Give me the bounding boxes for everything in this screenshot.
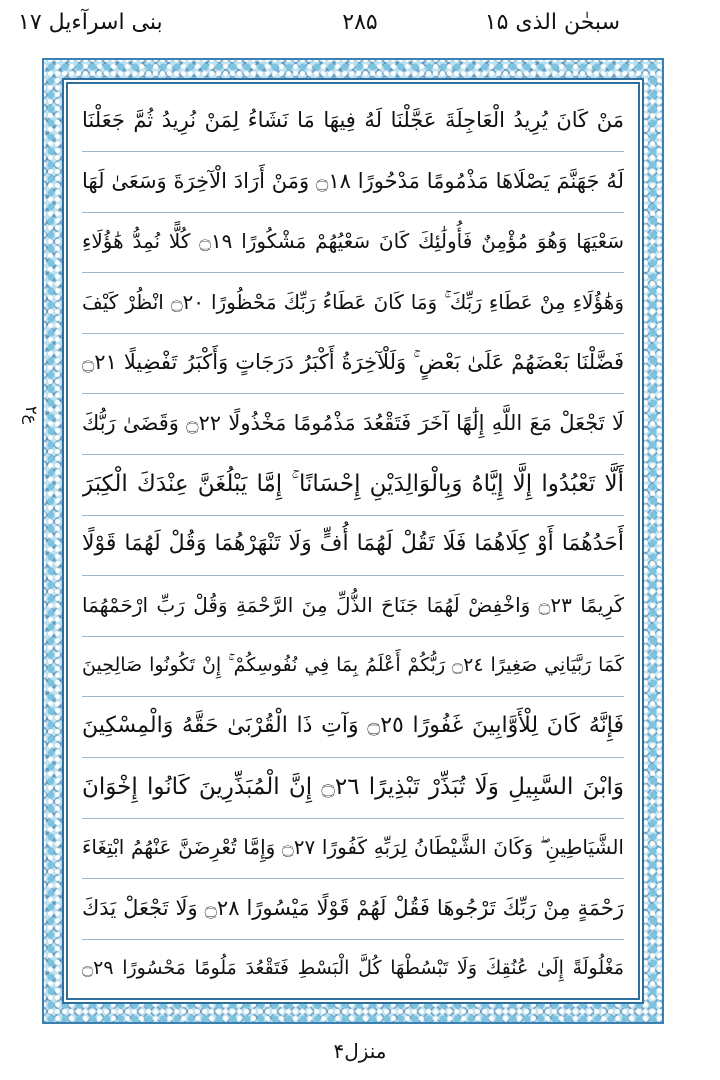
verse-line: أَحَدُهُمَا أَوْ كِلَاهُمَا فَلَا تَقُلْ لَهُمَا أُفٍّ وَلَا تَنْهَرْهُمَا وَقُلْ لَهُمَا قَوْلًا [82, 516, 624, 576]
verse-line: أَلَّا تَعْبُدُوا إِلَّا إِيَّاهُ وَبِالْوَالِدَيْنِ إِحْسَانًا ۚ إِمَّا يَبْلُغَنَّ عِنْدَكَ الْكِبَرَ [82, 456, 624, 516]
verse-line: كَرِيمًا ۝٢٣ وَاخْفِضْ لَهُمَا جَنَاحَ الذُّلِّ مِنَ الرَّحْمَةِ وَقُلْ رَبِّ ارْحَمْهُمَا [82, 577, 624, 637]
verse-line: لَا تَجْعَلْ مَعَ اللَّهِ إِلَٰهًا آخَرَ فَتَقْعُدَ مَذْمُومًا مَخْذُولًا ۝٢٢ وَقَضَىٰ رَبُّكَ [82, 395, 624, 455]
juz-title: سبحٰن الذی ۱۵ [484, 10, 620, 35]
page-number: ۲۸۵ [342, 10, 378, 35]
ornamental-border [42, 58, 664, 1024]
verse-line: مَنْ كَانَ يُرِيدُ الْعَاجِلَةَ عَجَّلْنَا لَهُ فِيهَا مَا نَشَاءُ لِمَنْ نُرِيدُ ثُمَّ جَعَلْنَا [82, 92, 624, 152]
verse-line: وَابْنَ السَّبِيلِ وَلَا تُبَذِّرْ تَبْذِيرًا ۝٢٦ إِنَّ الْمُبَذِّرِينَ كَانُوا إِخْوَانَ [82, 759, 624, 819]
verse-line: مَغْلُولَةً إِلَىٰ عُنُقِكَ وَلَا تَبْسُطْهَا كُلَّ الْبَسْطِ فَتَقْعُدَ مَلُومًا مَحْسُورًا ۝٢٩ [82, 957, 624, 980]
verse-line: فَضَّلْنَا بَعْضَهُمْ عَلَىٰ بَعْضٍ ۚ وَلَلْآخِرَةُ أَكْبَرُ دَرَجَاتٍ وَأَكْبَرُ تَفْضِيلًا ۝٢١ [82, 334, 624, 394]
ruku-margin-mark: ع۲ [22, 405, 41, 425]
text-panel [66, 82, 640, 1000]
manzil-footer: منزل۴ [333, 1039, 387, 1063]
verse-line: وَهَٰؤُلَاءِ مِنْ عَطَاءِ رَبِّكَ ۚ وَمَا كَانَ عَطَاءُ رَبِّكَ مَحْظُورًا ۝٢٠ انْظُرْ كَيْفَ [82, 274, 624, 334]
verse-line: لَهُ جَهَنَّمَ يَصْلَاهَا مَذْمُومًا مَدْحُورًا ۝١٨ وَمَنْ أَرَادَ الْآخِرَةَ وَسَعَىٰ لَهَا [82, 153, 624, 213]
verse-line: كَمَا رَبَّيَانِي صَغِيرًا ۝٢٤ رَبُّكُمْ أَعْلَمُ بِمَا فِي نُفُوسِكُمْ ۚ إِنْ تَكُونُوا صَالِحِينَ [82, 637, 624, 697]
verse-lines [68, 84, 638, 998]
verse-line: رَحْمَةٍ مِنْ رَبِّكَ تَرْجُوهَا فَقُلْ لَهُمْ قَوْلًا مَيْسُورًا ۝٢٨ وَلَا تَجْعَلْ يَدَكَ [82, 880, 624, 940]
page-header [0, 0, 720, 48]
verse-line: الشَّيَاطِينِ ۖ وَكَانَ الشَّيْطَانُ لِرَبِّهِ كَفُورًا ۝٢٧ وَإِمَّا تُعْرِضَنَّ عَنْهُمُ ابْتِغَاءَ [82, 819, 624, 879]
verse-line: فَإِنَّهُ كَانَ لِلْأَوَّابِينَ غَفُورًا ۝٢٥ وَآتِ ذَا الْقُرْبَىٰ حَقَّهُ وَالْمِسْكِينَ [82, 698, 624, 758]
surah-title: بنی اسرآءیل ۱۷ [18, 10, 163, 35]
verse-line: سَعْيَهَا وَهُوَ مُؤْمِنٌ فَأُولَٰئِكَ كَانَ سَعْيُهُمْ مَشْكُورًا ۝١٩ كُلًّا نُمِدُّ هَٰؤُلَاءِ [82, 213, 624, 273]
